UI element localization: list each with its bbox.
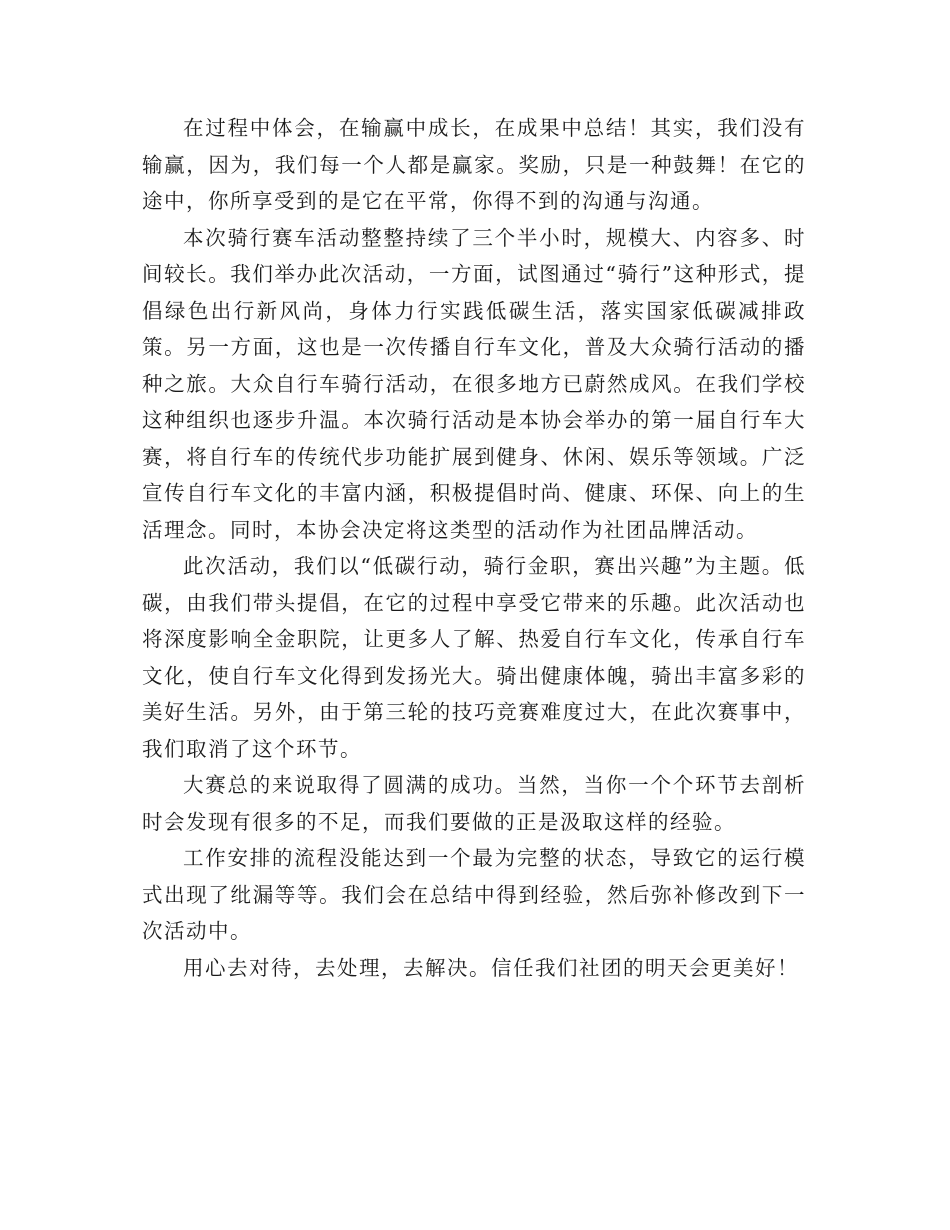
document-body <box>142 110 806 986</box>
paragraph-3: 此次活动，我们以“低碳行动，骑行金职，赛出兴趣”为主题。低碳，由我们带头提倡，在它的过程中享受它带来的乐趣。此次活动也将深度影响全金职院，让更多人了解、热爱自行车文化，传承自行车文化，使自行车文化得到发扬光大。骑出健康体魄，骑出丰富多彩的美好生活。另外，由于第三轮的技巧竞赛难度过大，在此次赛事中，我们取消了这个环节。 <box>142 554 806 761</box>
paragraph-5: 工作安排的流程没能达到一个最为完整的状态，导致它的运行模式出现了纰漏等等。我们会在总结中得到经验，然后弥补修改到下一次活动中。 <box>142 846 806 943</box>
paragraph-6: 用心去对待，去处理，去解决。信任我们社团的明天会更美好！ <box>183 955 799 980</box>
paragraph-4: 大赛总的来说取得了圆满的成功。当然，当你一个个环节去剖析时会发现有很多的不足，而我们要做的正是汲取这样的经验。 <box>142 773 806 834</box>
paragraph-1: 在过程中体会，在输赢中成长，在成果中总结！其实，我们没有输赢，因为，我们每一个人都是赢家。奖励，只是一种鼓舞！在它的途中，你所享受到的是它在平常，你得不到的沟通与沟通。 <box>142 116 806 213</box>
paragraph-2: 本次骑行赛车活动整整持续了三个半小时，规模大、内容多、时间较长。我们举办此次活动，一方面，试图通过“骑行”这种形式，提倡绿色出行新风尚，身体力行实践低碳生活，落实国家低碳减排政策。另一方面，这也是一次传播自行车文化，普及大众骑行活动的播种之旅。大众自行车骑行活动，在很多地方已蔚然成风。在我们学校这种组织也逐步升温。本次骑行活动是本协会举办的第一届自行车大赛，将自行车的传统代步功能扩展到健身、休闲、娱乐等领域。广泛宣传自行车文化的丰富内涵，积极提倡时尚、健康、环保、向上的生活理念。同时，本协会决定将这类型的活动作为社团品牌活动。 <box>142 225 806 542</box>
